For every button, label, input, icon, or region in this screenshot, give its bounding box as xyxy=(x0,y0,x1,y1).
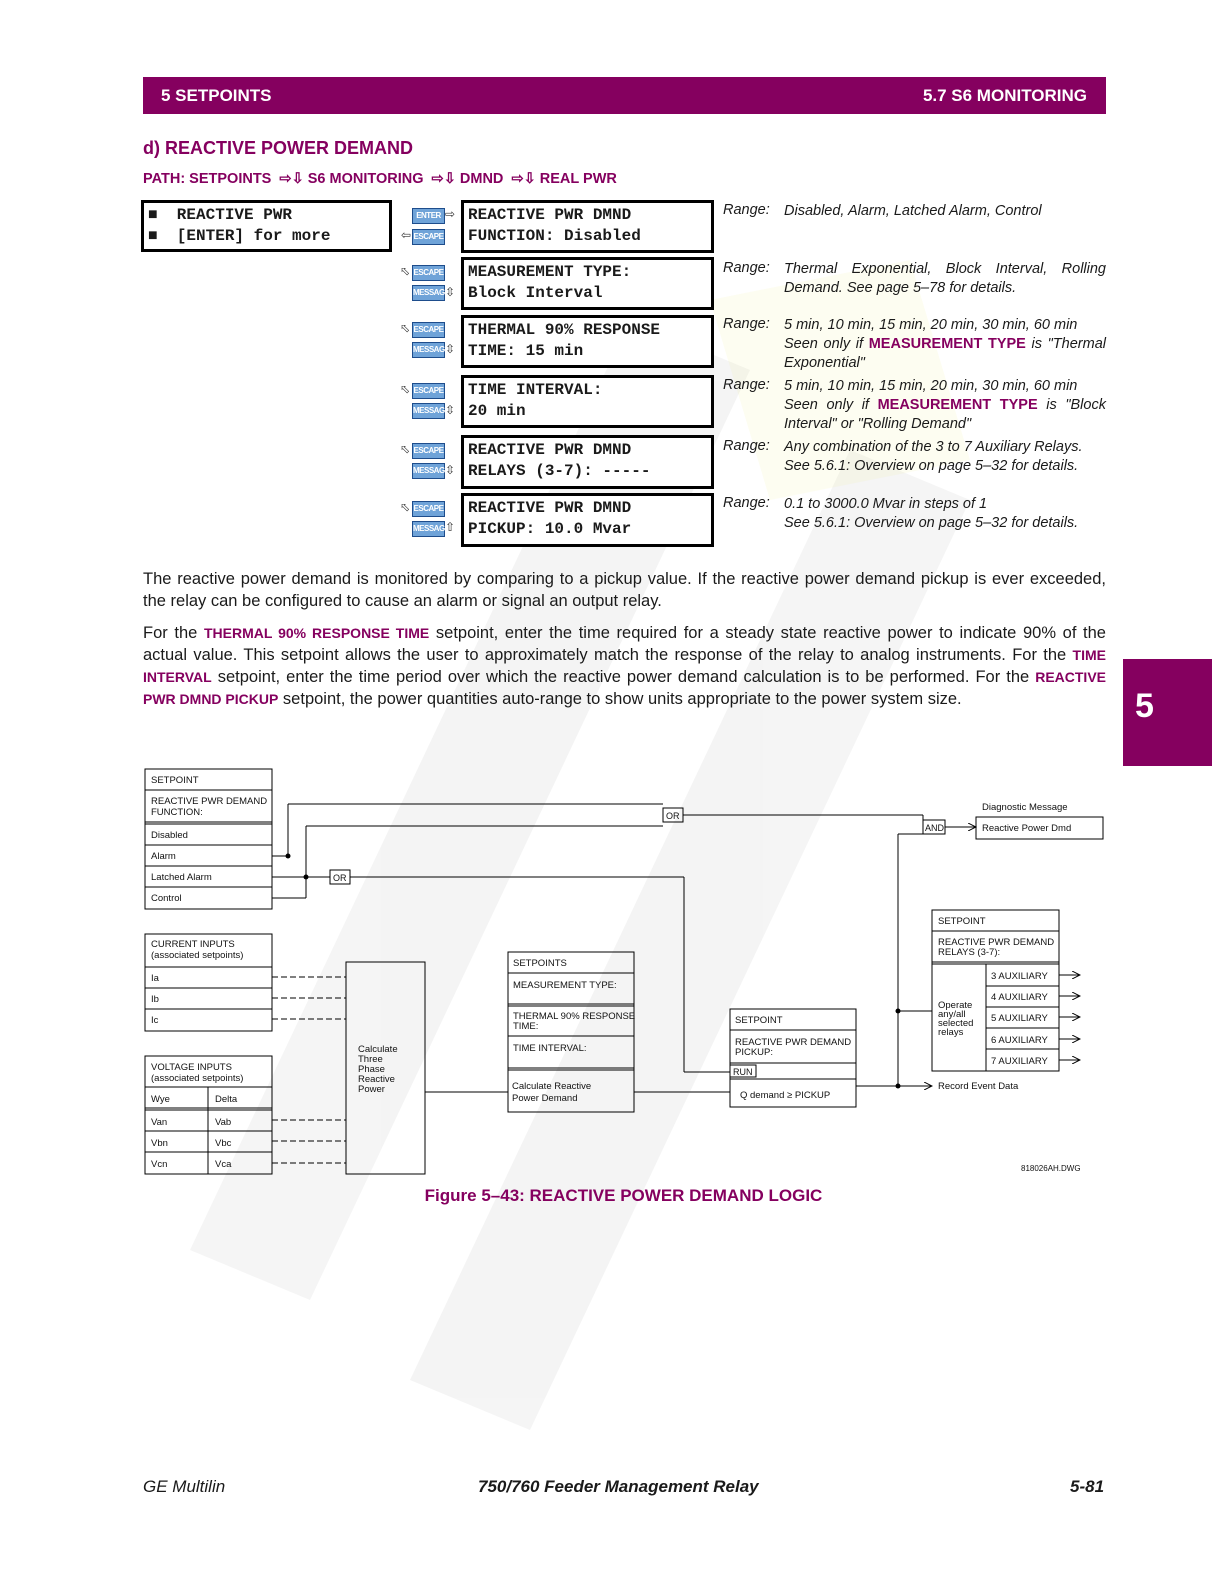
range-text: 5 min, 10 min, 15 min, 20 min, 30 min, 60 min xyxy=(784,378,1078,394)
footer-page-number: 5-81 xyxy=(1070,1477,1105,1496)
menu-path xyxy=(143,171,617,187)
range-text: Any combination of the 3 to 7 Auxiliary Relays. xyxy=(784,439,1083,455)
display-line2: Block Interval xyxy=(468,284,603,302)
range-block xyxy=(784,377,1106,434)
up-arrow-icon: ⇧ xyxy=(445,520,456,534)
diag-output-label: Reactive Power Dmd xyxy=(982,823,1072,834)
display-line1: REACTIVE PWR DMND xyxy=(468,206,632,224)
diag-voltage-cell: Vbc xyxy=(215,1138,232,1149)
up-down-arrow-icon: ⇳ xyxy=(445,463,456,477)
escape-arrow-icon: ⬁ xyxy=(400,500,411,514)
path-arrow-icon: ⇨⇩ xyxy=(275,171,308,187)
diag-operate-label: relays xyxy=(938,1027,964,1038)
setpoint-display-function xyxy=(461,200,714,253)
diag-calc3-label: Power xyxy=(358,1084,385,1095)
diag-calc3-label: Phase xyxy=(358,1064,385,1075)
footer-center: 750/760 Feeder Management Relay xyxy=(478,1477,759,1496)
para-keyword: TIME INTERVAL xyxy=(143,647,1106,685)
range-text: 0.1 to 3000.0 Mvar in steps of 1 xyxy=(784,496,988,512)
diag-relay-item: 7 AUXILIARY xyxy=(991,1056,1048,1067)
note-text: Seen only if xyxy=(784,336,869,352)
display-line2: 20 min xyxy=(468,402,526,420)
path-item: S6 MONITORING xyxy=(307,171,424,187)
chapter-number: 5 xyxy=(1135,687,1154,725)
range-label: Range: xyxy=(723,202,770,218)
diag-current-title: CURRENT INPUTS xyxy=(151,939,235,950)
diag-or-gate-label: OR xyxy=(333,873,347,883)
setpoint-display-relays xyxy=(461,435,714,489)
diag-comparator-label: Q demand ≥ PICKUP xyxy=(740,1090,831,1101)
range-text: Thermal Exponential, Block Interval, Rolling Demand. See page 5–78 for details. xyxy=(784,261,1106,296)
diag-current-input: Ib xyxy=(151,994,159,1005)
range-label: Range: xyxy=(723,377,770,393)
left-arrow-icon: ⇦ xyxy=(401,228,412,242)
diag-setpoint-label: SETPOINT xyxy=(735,1015,783,1026)
setpoint-display-measurement-type xyxy=(461,257,714,310)
diag-relay-item: 4 AUXILIARY xyxy=(991,992,1048,1003)
relays-table xyxy=(932,910,1059,1071)
note-text: is "Thermal Exponential" xyxy=(784,336,1106,371)
diag-relay-item: 6 AUXILIARY xyxy=(991,1035,1048,1046)
diag-operate-label: selected xyxy=(938,1018,974,1029)
para-keyword: THERMAL 90% RESPONSE TIME xyxy=(203,625,430,641)
diag-current-title: (associated setpoints) xyxy=(151,950,244,961)
enter-key[interactable]: ENTER xyxy=(412,208,445,224)
escape-arrow-icon: ⬁ xyxy=(400,321,411,335)
display-line2: PICKUP: 10.0 Mvar xyxy=(468,520,632,538)
message-key[interactable]: MESSAGE xyxy=(412,285,445,301)
para-text: For the xyxy=(143,624,204,642)
diag-voltage-cell: Vab xyxy=(215,1117,232,1128)
setpoint-display-pickup xyxy=(461,493,714,547)
escape-key[interactable]: ESCAPE xyxy=(412,265,445,281)
section-title: d) REACTIVE POWER DEMAND xyxy=(143,138,413,158)
path-arrow-icon: ⇨⇩ xyxy=(507,171,540,187)
diag-voltage-col: Wye xyxy=(151,1094,170,1105)
range-text: 5 min, 10 min, 15 min, 20 min, 30 min, 60 min xyxy=(784,317,1078,333)
diag-record-label: Record Event Data xyxy=(938,1081,1019,1092)
diag-calc-demand-label: Calculate Reactive xyxy=(512,1081,592,1092)
diag-thermal-label: THERMAL 90% RESPONSE xyxy=(513,1011,636,1022)
lead-display-line1: ■ REACTIVE PWR xyxy=(148,206,293,224)
figure-caption: Figure 5–43: REACTIVE POWER DEMAND LOGIC xyxy=(424,1186,823,1205)
diag-func-option: Control xyxy=(151,893,182,904)
range-note: See 5.6.1: Overview on page 5–32 for details. xyxy=(784,458,1079,474)
diag-setpoint-label: SETPOINT xyxy=(938,916,986,927)
diag-func-label: REACTIVE PWR DEMAND xyxy=(151,796,268,807)
display-line1: MEASUREMENT TYPE: xyxy=(468,263,632,281)
diag-interval-label: TIME INTERVAL: xyxy=(513,1043,587,1054)
diag-thermal-label: TIME: xyxy=(513,1021,539,1032)
paragraph-intro: The reactive power demand is monitored by comparing to a pickup value. If the reactive power demand pickup is ever exceeded, the relay can be configured to cause an alarm or signal an output relay. xyxy=(143,570,1106,610)
escape-key[interactable]: ESCAPE xyxy=(412,322,445,338)
diag-or-gate-label: OR xyxy=(666,811,680,821)
diag-relays-label: REACTIVE PWR DEMAND xyxy=(938,937,1055,948)
diag-calc3-label: Calculate xyxy=(358,1044,398,1055)
path-item: REAL PWR xyxy=(539,171,617,187)
escape-arrow-icon: ⬁ xyxy=(400,442,411,456)
range-label: Range: xyxy=(723,260,770,276)
escape-key[interactable]: ESCAPE xyxy=(412,229,445,245)
paragraph-details xyxy=(143,622,1106,710)
diag-setpoints-title: SETPOINTS xyxy=(513,958,567,969)
range-label: Range: xyxy=(723,316,770,332)
escape-key[interactable]: ESCAPE xyxy=(412,501,445,517)
diag-drawing-number: 818026AH.DWG xyxy=(1021,1164,1081,1173)
note-text: is "Block Interval" or "Rolling Demand" xyxy=(784,397,1106,432)
diag-setpoint-label: SETPOINT xyxy=(151,775,199,786)
up-down-arrow-icon: ⇳ xyxy=(445,403,456,417)
range-block xyxy=(784,495,1106,533)
display-line1: TIME INTERVAL: xyxy=(468,381,603,399)
diag-voltage-cell: Vca xyxy=(215,1159,232,1170)
diag-run-label: RUN xyxy=(733,1067,753,1077)
display-line1: REACTIVE PWR DMND xyxy=(468,441,632,459)
message-key[interactable]: MESSAGE xyxy=(412,403,445,419)
range-label: Range: xyxy=(723,495,770,511)
header-section: 5.7 S6 MONITORING xyxy=(922,86,1087,105)
chapter-side-tab xyxy=(1123,659,1212,766)
diag-voltage-cell: Van xyxy=(151,1117,168,1128)
diag-measurement-label: MEASUREMENT TYPE: xyxy=(513,980,617,991)
escape-arrow-icon: ⬁ xyxy=(400,264,411,278)
path-prefix: PATH: SETPOINTS xyxy=(143,171,272,187)
display-line1: THERMAL 90% RESPONSE xyxy=(468,321,661,339)
diag-pickup-label: REACTIVE PWR DEMAND xyxy=(735,1037,852,1048)
diag-relay-item: 5 AUXILIARY xyxy=(991,1013,1048,1024)
message-key[interactable]: MESSAGE xyxy=(412,342,445,358)
diag-voltage-cell: Vbn xyxy=(151,1138,168,1149)
escape-key[interactable]: ESCAPE xyxy=(412,383,445,399)
para-text: setpoint, enter the time period over which the reactive power demand calculation is to be performed. For the xyxy=(211,668,1036,686)
display-line1: REACTIVE PWR DMND xyxy=(468,499,632,517)
note-keyword: MEASUREMENT TYPE xyxy=(868,336,1026,352)
setpoint-display-thermal-response xyxy=(461,315,714,368)
display-line2: TIME: 15 min xyxy=(468,342,584,360)
diag-voltage-title: VOLTAGE INPUTS xyxy=(151,1062,232,1073)
diag-voltage-cell: Vcn xyxy=(151,1159,168,1170)
para-text: setpoint, enter the time required for a steady state reactive power to indicate 90% of the actual value. This setpoint allows the user to approximately match the response of the relay to analog instruments. For the xyxy=(143,624,1106,664)
header-chapter: 5 SETPOINTS xyxy=(161,86,272,105)
diag-voltage-col: Delta xyxy=(215,1094,238,1105)
page-header xyxy=(143,77,1106,114)
diag-calc3-label: Three xyxy=(358,1054,383,1065)
range-block xyxy=(784,316,1106,373)
escape-key[interactable]: ESCAPE xyxy=(412,443,445,459)
diag-message-label: Diagnostic Message xyxy=(982,802,1068,813)
diag-func-label: FUNCTION: xyxy=(151,807,203,818)
diag-calc-demand-label: Power Demand xyxy=(512,1093,578,1104)
range-note xyxy=(784,396,1106,434)
note-keyword: MEASUREMENT TYPE xyxy=(877,397,1038,413)
message-key[interactable]: MESSAGE xyxy=(412,463,445,479)
para-keyword: REACTIVE PWR DMND PICKUP xyxy=(143,669,1106,707)
range-note xyxy=(784,335,1106,373)
diag-voltage-title: (associated setpoints) xyxy=(151,1073,244,1084)
diag-operate-label: any/all xyxy=(938,1009,966,1020)
message-key[interactable]: MESSAGE xyxy=(412,521,445,537)
display-line2: RELAYS (3-7): ----- xyxy=(468,462,651,480)
para-text: setpoint, the power quantities auto-range to show units appropriate to the power system size. xyxy=(278,690,962,708)
diag-pickup-label: PICKUP: xyxy=(735,1047,774,1058)
path-arrow-icon: ⇨⇩ xyxy=(427,171,460,187)
diag-current-input: Ic xyxy=(151,1015,159,1026)
diag-current-input: Ia xyxy=(151,973,159,984)
range-note: See 5.6.1: Overview on page 5–32 for details. xyxy=(784,515,1079,531)
escape-arrow-icon: ⬁ xyxy=(400,382,411,396)
range-block xyxy=(784,438,1106,476)
display-line2: FUNCTION: Disabled xyxy=(468,227,641,245)
diag-and-gate-label: AND xyxy=(925,823,945,833)
diag-func-option: Alarm xyxy=(151,851,176,862)
range-text: Disabled, Alarm, Latched Alarm, Control xyxy=(784,203,1042,219)
diag-operate-label: Operate xyxy=(938,1000,973,1011)
diag-func-option: Disabled xyxy=(151,830,188,841)
diag-relays-label: RELAYS (3-7): xyxy=(938,947,1001,958)
note-text: Seen only if xyxy=(784,397,878,413)
setpoint-display-time-interval xyxy=(461,375,714,428)
diag-relay-item: 3 AUXILIARY xyxy=(991,971,1048,982)
diag-calc3-label: Reactive xyxy=(358,1074,395,1085)
logic-diagram xyxy=(140,760,1110,1180)
footer-left: GE Multilin xyxy=(143,1477,226,1496)
diag-func-option: Latched Alarm xyxy=(151,872,212,883)
lead-display xyxy=(141,200,392,252)
right-arrow-icon: ⇨ xyxy=(445,207,456,221)
lead-display-line2: ■ [ENTER] for more xyxy=(148,227,331,245)
range-label: Range: xyxy=(723,438,770,454)
up-down-arrow-icon: ⇳ xyxy=(445,285,456,299)
up-down-arrow-icon: ⇳ xyxy=(445,342,456,356)
path-item: DMND xyxy=(459,171,504,187)
